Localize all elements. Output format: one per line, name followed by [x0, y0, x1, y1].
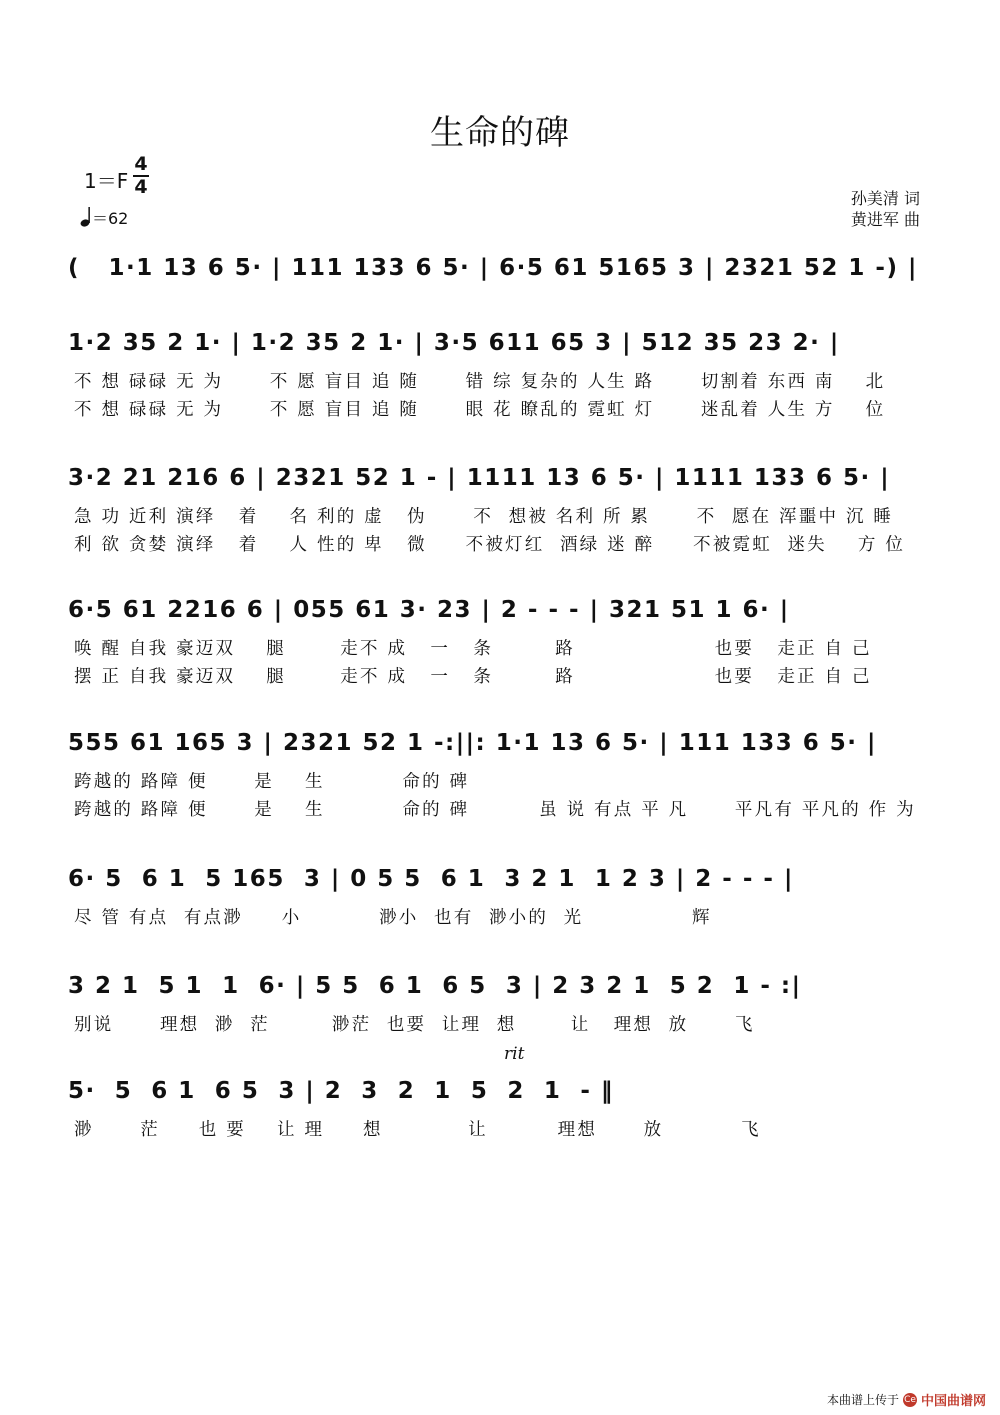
lyric-line: 利 欲 贪婪 演绎 着 人 性的 卑 微 不被灯红 酒绿 迷 醉 不被霓虹 迷失 方 位 — [74, 535, 906, 555]
key-signature: 1＝F — [84, 169, 129, 193]
time-signature-top: 4 — [134, 153, 148, 175]
lyric-line: 不 想 碌碌 无 为 不 愿 盲目 追 随 眼 花 瞭乱的 霓虹 灯 迷乱着 人生 方 位 — [74, 400, 886, 420]
notation-line: ( 1·1 13 6 5· | 111 133 6 5· | 6·5 61 5165 3 | 2321 52 1 -) | — [68, 255, 918, 281]
notation-line: 1·2 35 2 1· | 1·2 35 2 1· | 3·5 611 65 3 | 512 35 23 2· | — [68, 330, 840, 356]
lyric-line: 摆 正 自我 豪迈双 腿 走不 成 一 条 路 也要 走正 自 己 — [74, 667, 872, 687]
lyric-line: 急 功 近利 演绎 着 名 利的 虚 伪 不 想被 名利 所 累 不 愿在 浑噩中 沉 睡 — [74, 507, 894, 527]
notation-line: 3·2 21 216 6 | 2321 52 1 - | 1111 13 6 5· | 1111 133 6 5· | — [68, 465, 891, 491]
lyric-line: 尽 管 有点 有点渺 小 渺小 也有 渺小的 光 辉 — [74, 908, 712, 928]
time-signature — [132, 154, 150, 198]
footer — [827, 1390, 986, 1409]
credits — [851, 188, 920, 230]
notation-line: 6· 5 6 1 5 165 3 | 0 5 5 6 1 3 2 1 1 2 3 | 2 - - - | — [68, 866, 794, 892]
lyricist-credit: 孙美清 词 — [850, 189, 920, 208]
lyric-line: 渺 茫 也 要 让 理 想 让 理想 放 飞 — [74, 1120, 761, 1140]
notation-line: 6·5 61 2216 6 | 055 61 3· 23 | 2 - - - | 321 51 1 6· | — [68, 597, 790, 623]
tempo-marking — [80, 206, 128, 229]
lyric-line: 跨越的 路障 便 是 生 命的 碑 虽 说 有点 平 凡 平凡有 平凡的 作 为 — [74, 800, 916, 820]
time-signature-bottom: 4 — [134, 176, 148, 198]
tempo-value: ＝62 — [92, 209, 129, 228]
rit-marking: rit — [504, 1044, 525, 1064]
notation-line: 3 2 1 5 1 1 6· | 5 5 6 1 6 5 3 | 2 3 2 1 5 2 1 - :| — [68, 973, 802, 999]
composer-credit: 黄进军 曲 — [850, 210, 920, 229]
notation-line: 555 61 165 3 | 2321 52 1 -:||: 1·1 13 6 5· | 111 133 6 5· | — [68, 730, 877, 756]
quarter-note-icon — [80, 206, 92, 228]
lyric-line: 唤 醒 自我 豪迈双 腿 走不 成 一 条 路 也要 走正 自 己 — [74, 639, 872, 659]
lyric-line: 跨越的 路障 便 是 生 命的 碑 — [74, 772, 470, 792]
lyric-line: 别说 理想 渺 茫 渺茫 也要 让理 想 让 理想 放 飞 — [74, 1015, 755, 1035]
site-name: 中国曲谱网 — [920, 1394, 986, 1409]
notation-line: 5· 5 6 1 6 5 3 | 2 3 2 1 5 2 1 - ‖ — [68, 1078, 614, 1104]
lyric-line: 不 想 碌碌 无 为 不 愿 盲目 追 随 错 综 复杂的 人生 路 切割着 东西 南 北 — [74, 372, 886, 392]
page-title: 生命的碑 — [430, 113, 570, 153]
footer-text: 本曲谱上传于 — [826, 1393, 899, 1407]
site-logo-icon: Ce — [904, 1394, 916, 1405]
